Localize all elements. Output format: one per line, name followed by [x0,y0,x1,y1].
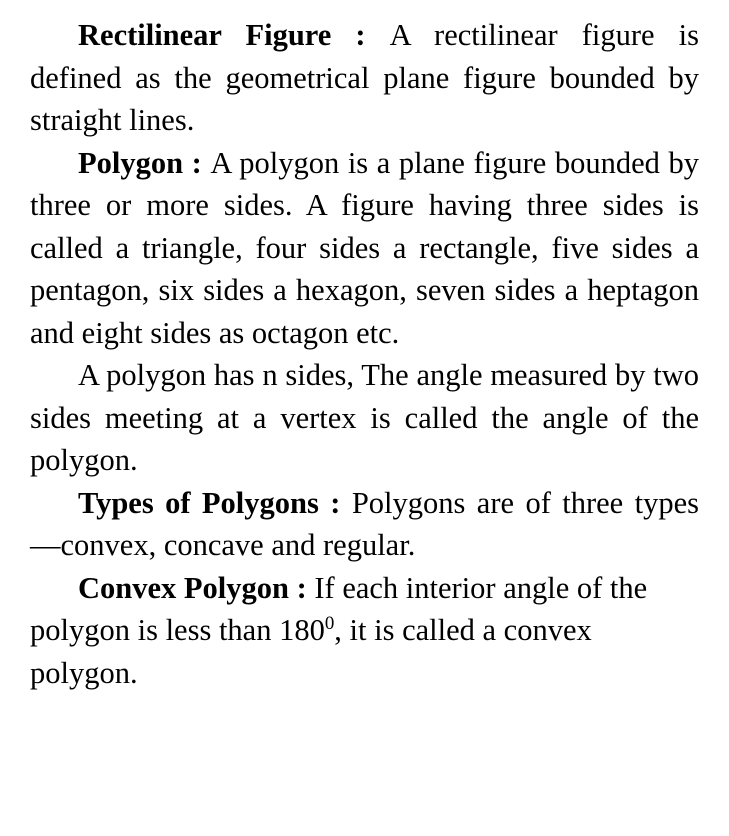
definition-rectilinear-figure: A rectilinear figure is defined as the geometrical plane figure bounded by straight lines. [30,18,699,137]
definition-convex-polygon-part1: If each interior angle of the polygon is less than 180 [30,570,648,647]
term-convex-polygon: Convex Polygon : [78,570,315,605]
definition-polygon-angle: A polygon has n sides, The angle measured by two sides meeting at a vertex is called the angle of the polygon. [30,358,699,477]
term-types-of-polygons: Types of Polygons : [78,485,352,520]
term-polygon: Polygon : [78,145,211,180]
paragraph-convex-polygon [30,567,699,695]
degree-superscript: 0 [324,612,335,634]
definition-types-of-polygons: Polygons are of three types—convex, concave and regular. [30,485,700,562]
definition-convex-polygon-part2: , it is called a convex polygon. [30,613,592,690]
paragraph-rectilinear-figure [30,14,699,142]
definition-polygon: A polygon is a plane figure bounded by three or more sides. A figure having three sides is called a triangle, four sides a rectangle, five sides a pentagon, six sides a hexagon, seven sides a heptagon and eight sides as octagon etc. [30,145,699,350]
term-rectilinear-figure: Rectilinear Figure : [78,18,390,52]
paragraph-types-of-polygons [30,482,699,567]
paragraph-polygon-angle [30,354,699,482]
paragraph-polygon [30,142,699,355]
